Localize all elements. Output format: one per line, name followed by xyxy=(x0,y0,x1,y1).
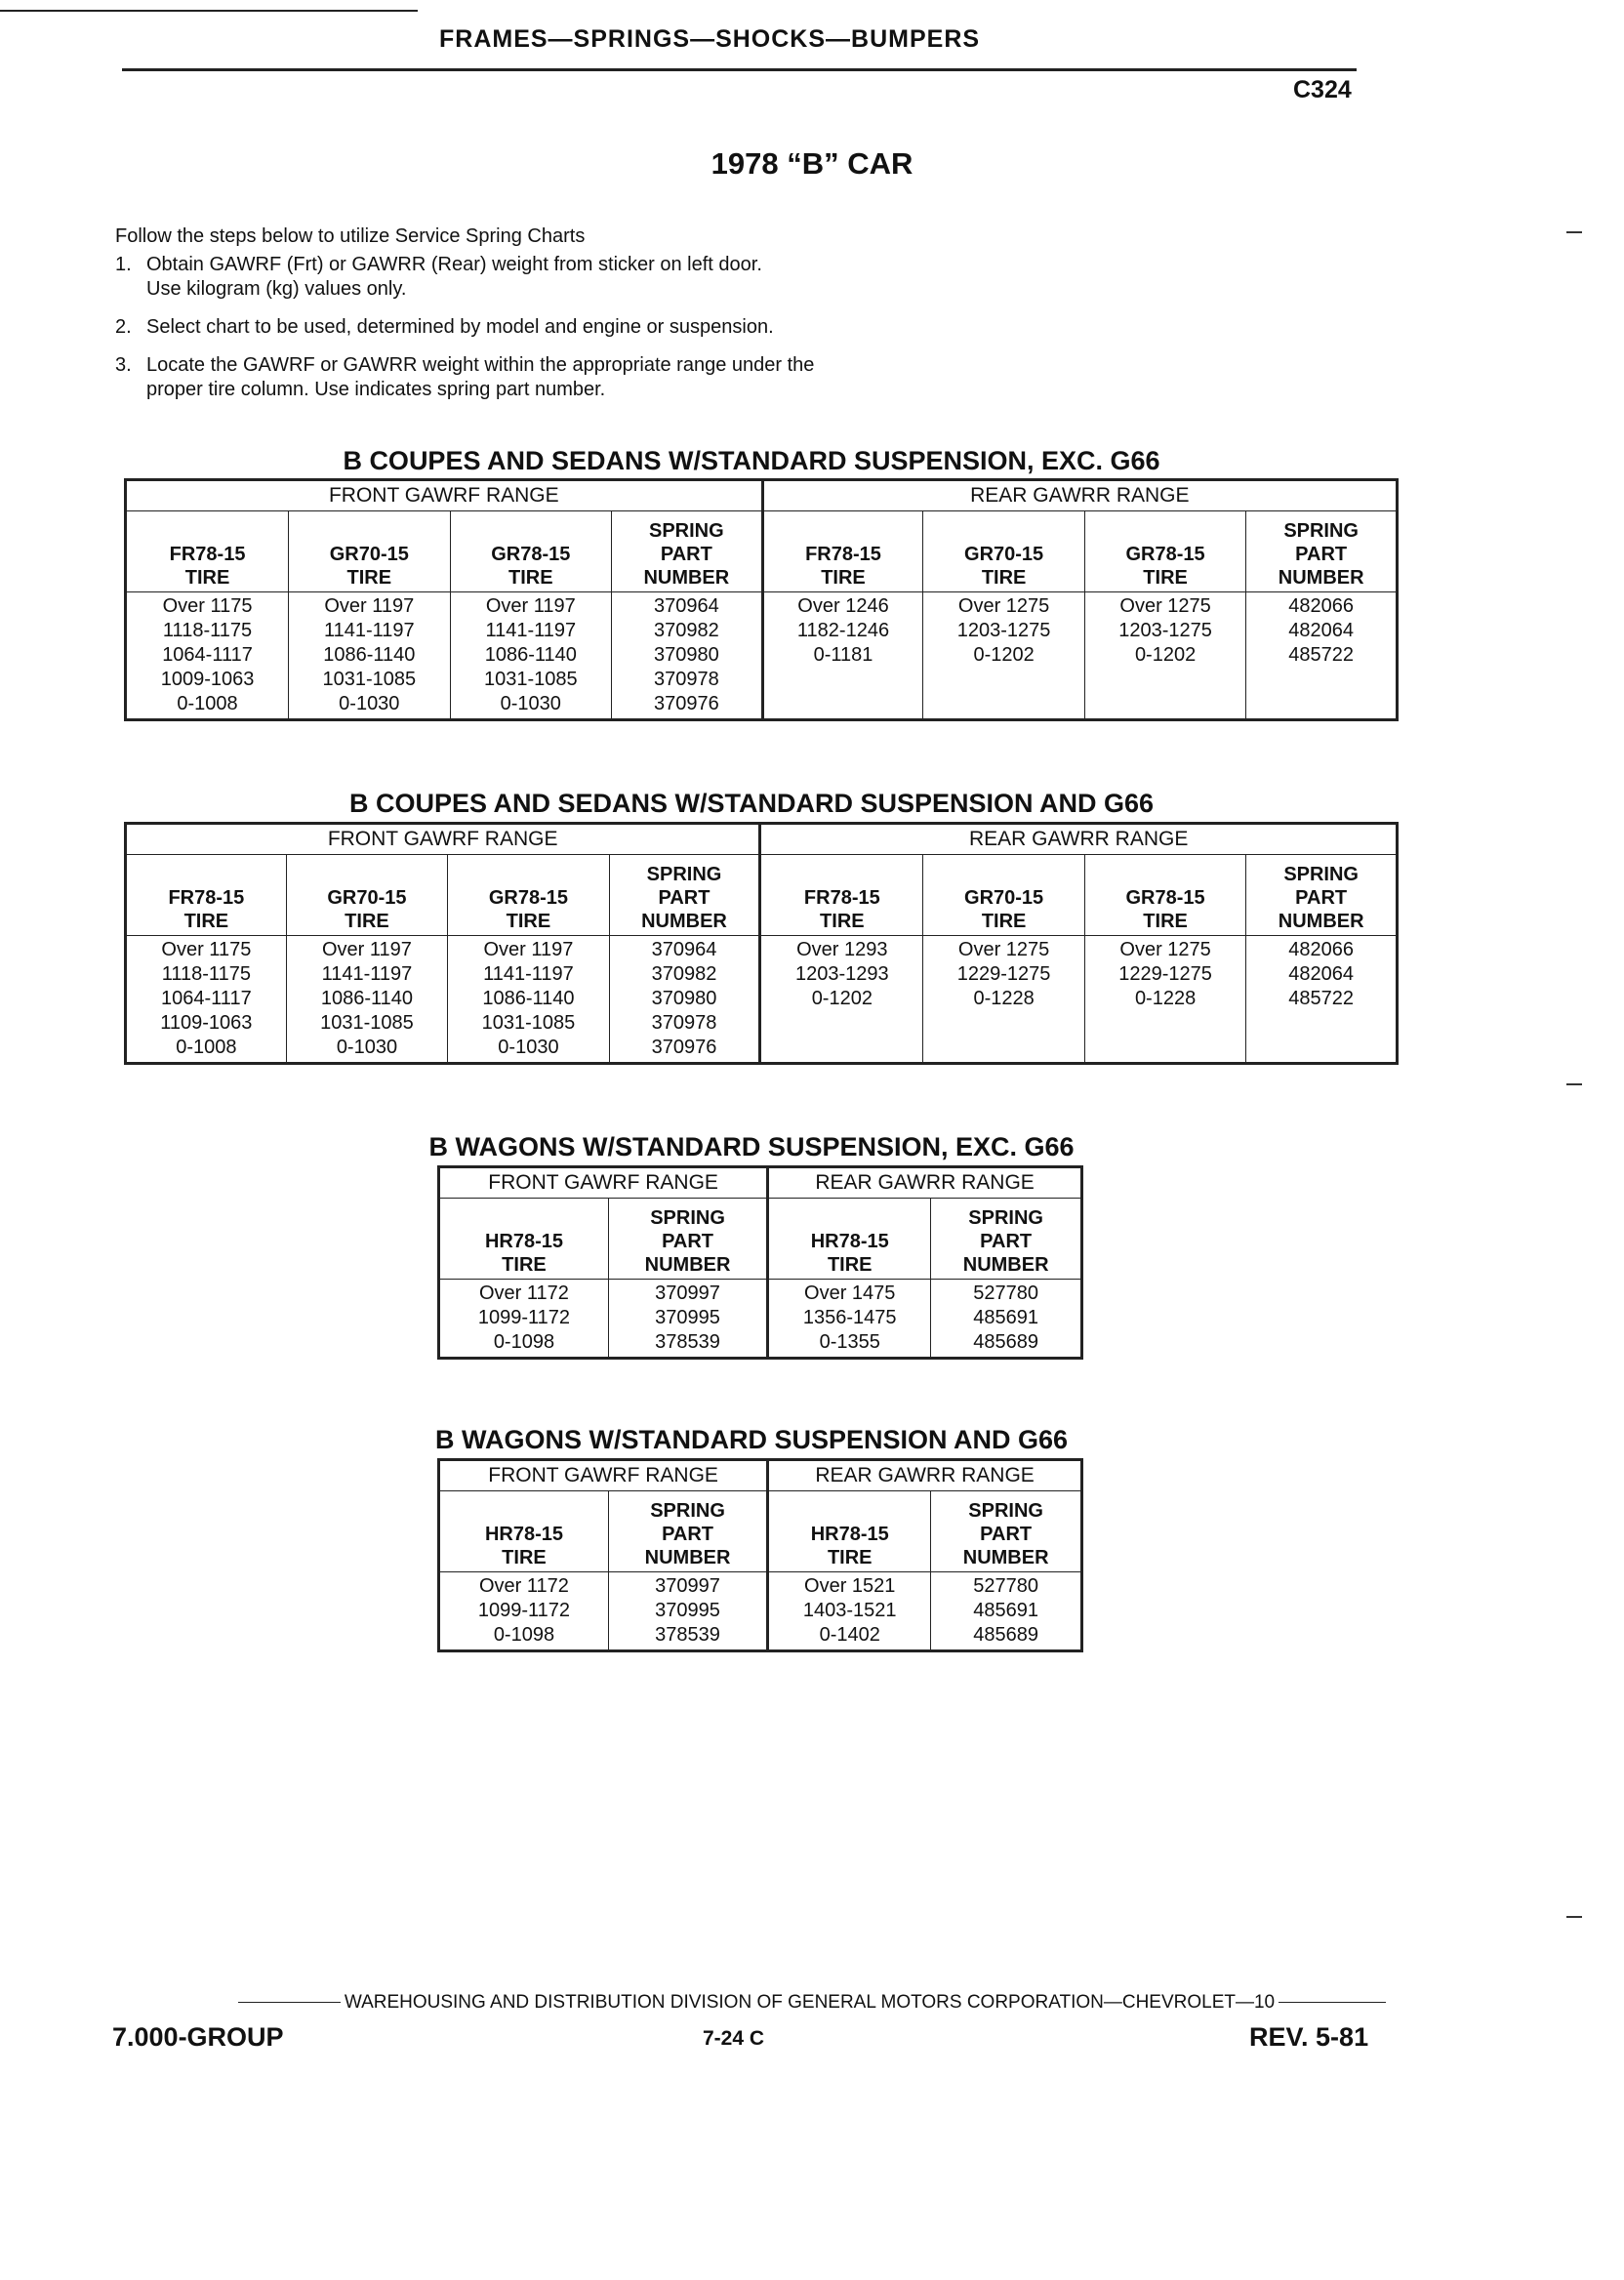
table-cell: 1064-1117 xyxy=(162,644,253,666)
table-cell: 1086-1140 xyxy=(323,644,416,666)
rear-column-header xyxy=(1246,855,1398,936)
instruction-step xyxy=(115,315,994,340)
rear-data-column xyxy=(768,1280,931,1359)
column-header-line: GR78-15 xyxy=(1125,544,1205,565)
instruction-step xyxy=(115,353,994,402)
table-cell: 1118-1175 xyxy=(161,963,251,985)
header-rule xyxy=(122,68,1357,71)
table-cell: Over 1197 xyxy=(322,939,412,960)
table-cell: 370980 xyxy=(651,988,717,1009)
rear-data-column xyxy=(931,1572,1082,1651)
table-cell: Over 1521 xyxy=(804,1575,896,1597)
step-text-line: Select chart to be used, determined by model and engine or suspension. xyxy=(146,316,774,338)
table-cell: 0-1181 xyxy=(813,644,873,666)
table-cell: 1099-1172 xyxy=(477,1600,571,1621)
table-cell: 1009-1063 xyxy=(160,669,255,690)
column-header-line: TIRE xyxy=(981,911,1027,932)
column-header-line: TIRE xyxy=(506,911,551,932)
rear-column-header xyxy=(1246,511,1398,592)
table-cell: 1031-1085 xyxy=(322,669,417,690)
front-data-column xyxy=(126,592,289,720)
top-edge-rule xyxy=(0,10,418,12)
table-cell: 0-1008 xyxy=(176,1037,237,1058)
rear-column-header xyxy=(768,1199,931,1280)
table-cell: 485689 xyxy=(973,1331,1039,1353)
column-header-line: NUMBER xyxy=(962,1547,1049,1568)
front-column-header xyxy=(608,1491,767,1572)
table-cell: 1099-1172 xyxy=(477,1307,571,1328)
table-3 xyxy=(437,1165,1083,1360)
footer-revision: REV. 5-81 xyxy=(1249,2022,1369,2052)
front-data-column xyxy=(126,936,287,1064)
table-cell: Over 1275 xyxy=(957,939,1050,960)
column-header-line: PART xyxy=(980,1231,1033,1252)
table-cell: 1086-1140 xyxy=(482,988,575,1009)
table-2 xyxy=(124,822,1399,1065)
front-column-header xyxy=(450,511,611,592)
table-cell: 0-1202 xyxy=(973,644,1035,666)
footer-dash-right xyxy=(1279,2002,1386,2003)
front-data-column xyxy=(608,1280,767,1359)
rear-column-header xyxy=(1084,511,1245,592)
front-data-column xyxy=(286,936,447,1064)
rear-column-header xyxy=(760,855,923,936)
column-header-line: GR70-15 xyxy=(327,887,407,909)
rear-data-column xyxy=(762,592,923,720)
table-cell: 1403-1521 xyxy=(802,1600,897,1621)
step-text-line: Obtain GAWRF (Frt) or GAWRR (Rear) weight from sticker on left door. xyxy=(146,254,762,275)
column-header-line: NUMBER xyxy=(1278,911,1364,932)
front-column-header xyxy=(439,1199,609,1280)
table-cell: Over 1293 xyxy=(796,939,888,960)
column-header-line: SPRING xyxy=(1283,520,1359,542)
rear-data-column xyxy=(760,936,923,1064)
table-cell: 482066 xyxy=(1288,939,1355,960)
column-header-line: SPRING xyxy=(968,1207,1043,1229)
column-header-line: HR78-15 xyxy=(810,1231,889,1252)
front-column-header xyxy=(448,855,609,936)
front-data-column xyxy=(450,592,611,720)
front-gawrf-range-header: FRONT GAWRF RANGE xyxy=(126,824,760,855)
rear-column-header xyxy=(931,1199,1082,1280)
front-data-column xyxy=(289,592,450,720)
table-cell: 1141-1197 xyxy=(483,963,574,985)
column-header-line: TIRE xyxy=(820,911,865,932)
footer-dash-left xyxy=(238,2002,341,2003)
column-header-line: PART xyxy=(662,1524,714,1545)
rear-column-header xyxy=(923,511,1084,592)
column-header-line: NUMBER xyxy=(644,1547,731,1568)
footer-division-text: WAREHOUSING AND DISTRIBUTION DIVISION OF GENERAL MOTORS CORPORATION—CHEVROLET—10 xyxy=(344,1992,1276,2013)
column-header-line: TIRE xyxy=(345,911,389,932)
column-header-line: PART xyxy=(662,1231,714,1252)
table-column-header-row xyxy=(126,855,1398,936)
front-data-column xyxy=(609,936,760,1064)
table-data-row xyxy=(126,936,1398,1064)
step-text xyxy=(146,315,774,340)
column-header-line: TIRE xyxy=(821,567,866,589)
column-header-line: TIRE xyxy=(1143,911,1188,932)
rear-column-header xyxy=(923,855,1084,936)
table-cell: 0-1202 xyxy=(811,988,873,1009)
instructions-intro: Follow the steps below to utilize Service Spring Charts xyxy=(115,225,586,247)
column-header-line: NUMBER xyxy=(1278,567,1364,589)
column-header-line: PART xyxy=(660,544,712,565)
table-cell: Over 1275 xyxy=(957,595,1050,617)
table-cell: 1086-1140 xyxy=(484,644,577,666)
rear-column-header xyxy=(931,1491,1082,1572)
step-number: 2. xyxy=(115,316,132,338)
column-header-line: PART xyxy=(1295,544,1348,565)
table-cell: 370978 xyxy=(651,1012,717,1034)
column-header-line: NUMBER xyxy=(644,1254,731,1276)
table-cell: 1182-1246 xyxy=(796,620,890,641)
table-cell: Over 1197 xyxy=(483,939,574,960)
table-data-row xyxy=(439,1572,1082,1651)
rear-gawrr-range-header: REAR GAWRR RANGE xyxy=(768,1167,1082,1199)
table-group-header-row xyxy=(439,1167,1082,1199)
column-header-line: SPRING xyxy=(650,1500,725,1522)
margin-tick xyxy=(1566,1916,1582,1918)
table-cell: Over 1172 xyxy=(479,1575,569,1597)
instructions xyxy=(115,224,994,416)
column-header-line: FR78-15 xyxy=(805,544,881,565)
table-group-header-row xyxy=(439,1460,1082,1491)
table-column-header-row xyxy=(126,511,1398,592)
footer-group: 7.000-GROUP xyxy=(112,2022,284,2052)
table-cell: 485689 xyxy=(973,1624,1039,1646)
table-cell: Over 1275 xyxy=(1119,595,1211,617)
column-header-line: TIRE xyxy=(827,1547,873,1568)
front-data-column xyxy=(448,936,609,1064)
front-gawrf-range-header: FRONT GAWRF RANGE xyxy=(439,1167,768,1199)
table-column-header-row xyxy=(439,1491,1082,1572)
table-cell: 370997 xyxy=(655,1575,720,1597)
column-header-line: TIRE xyxy=(183,911,229,932)
front-column-header xyxy=(612,511,763,592)
column-header-line: GR78-15 xyxy=(1125,887,1205,909)
table-cell: 1109-1063 xyxy=(160,1012,253,1034)
rear-data-column xyxy=(1246,936,1398,1064)
margin-tick xyxy=(1566,231,1582,233)
table-cell: 1203-1275 xyxy=(956,620,1051,641)
table-cell: 0-1228 xyxy=(973,988,1035,1009)
front-data-column xyxy=(612,592,763,720)
table-cell: 370964 xyxy=(651,939,717,960)
column-header-line: TIRE xyxy=(981,567,1027,589)
rear-gawrr-range-header: REAR GAWRR RANGE xyxy=(760,824,1398,855)
table-cell: 0-1098 xyxy=(493,1331,555,1353)
rear-data-column xyxy=(923,936,1084,1064)
column-header-line: NUMBER xyxy=(643,567,730,589)
step-text-line: Locate the GAWRF or GAWRR weight within the appropriate range under the xyxy=(146,354,815,376)
table-cell: 1141-1197 xyxy=(321,963,413,985)
front-data-column xyxy=(439,1572,609,1651)
front-column-header xyxy=(126,511,289,592)
front-column-header xyxy=(439,1491,609,1572)
table-data-row xyxy=(439,1280,1082,1359)
table-cell: Over 1197 xyxy=(324,595,415,617)
column-header-line: TIRE xyxy=(827,1254,873,1276)
front-column-header xyxy=(286,855,447,936)
table-cell: 482064 xyxy=(1288,963,1355,985)
table-cell: 482066 xyxy=(1288,595,1355,617)
column-header-line: PART xyxy=(658,887,710,909)
table-4-caption: B WAGONS W/STANDARD SUSPENSION AND G66 xyxy=(434,1425,1069,1454)
column-header-line: TIRE xyxy=(508,567,553,589)
table-cell: 1203-1275 xyxy=(1118,620,1212,641)
front-column-header xyxy=(289,511,450,592)
footer-page-number: 7-24 C xyxy=(703,2027,765,2050)
table-cell: 0-1228 xyxy=(1134,988,1197,1009)
table-cell: 370976 xyxy=(651,1037,717,1058)
table-cell: 485722 xyxy=(1288,988,1355,1009)
rear-gawrr-range-header: REAR GAWRR RANGE xyxy=(762,480,1397,511)
table-cell: 485691 xyxy=(973,1600,1039,1621)
rear-column-header xyxy=(1084,855,1245,936)
rear-data-column xyxy=(768,1572,931,1651)
column-header-line: SPRING xyxy=(650,1207,725,1229)
table-cell: 370995 xyxy=(655,1307,720,1328)
table-data-row xyxy=(126,592,1398,720)
table-cell: 370964 xyxy=(653,595,719,617)
column-header-line: GR70-15 xyxy=(329,544,409,565)
table-cell: 370976 xyxy=(653,693,719,714)
table-cell: Over 1175 xyxy=(161,939,252,960)
column-header-line: HR78-15 xyxy=(484,1231,563,1252)
step-text-line: proper tire column. Use indicates spring part number. xyxy=(146,379,606,400)
rear-data-column xyxy=(931,1280,1082,1359)
column-header-line: TIRE xyxy=(502,1254,547,1276)
step-text xyxy=(146,353,814,402)
table-1 xyxy=(124,478,1399,721)
table-cell: 1031-1085 xyxy=(481,1012,576,1034)
instruction-step xyxy=(115,253,994,302)
column-header-line: FR78-15 xyxy=(169,544,246,565)
column-header-line: FR78-15 xyxy=(168,887,245,909)
table-cell: 370995 xyxy=(655,1600,720,1621)
front-gawrf-range-header: FRONT GAWRF RANGE xyxy=(126,480,763,511)
table-cell: 485722 xyxy=(1288,644,1355,666)
instruction-steps xyxy=(115,253,994,402)
table-cell: 485691 xyxy=(973,1307,1039,1328)
table-cell: 1031-1085 xyxy=(483,669,578,690)
column-header-line: TIRE xyxy=(502,1547,547,1568)
table-cell: 1118-1175 xyxy=(162,620,253,641)
column-header-line: TIRE xyxy=(1143,567,1188,589)
table-cell: Over 1275 xyxy=(1119,939,1211,960)
front-data-column xyxy=(439,1280,609,1359)
column-header-line: SPRING xyxy=(968,1500,1043,1522)
table-cell: 0-1008 xyxy=(177,693,238,714)
document-title: 1978 “B” CAR xyxy=(710,146,914,181)
column-header-line: PART xyxy=(1295,887,1348,909)
table-cell: 1203-1293 xyxy=(795,963,889,985)
margin-tick xyxy=(1566,1083,1582,1085)
front-gawrf-range-header: FRONT GAWRF RANGE xyxy=(439,1460,768,1491)
page-code: C324 xyxy=(1293,76,1352,103)
table-cell: 1086-1140 xyxy=(320,988,414,1009)
rear-data-column xyxy=(1084,592,1245,720)
column-header-line: GR70-15 xyxy=(964,544,1044,565)
table-cell: Over 1475 xyxy=(804,1282,896,1304)
column-header-line: NUMBER xyxy=(962,1254,1049,1276)
table-cell: 0-1030 xyxy=(498,1037,559,1058)
table-cell: Over 1172 xyxy=(479,1282,569,1304)
front-column-header xyxy=(126,855,287,936)
table-cell: 0-1030 xyxy=(336,1037,398,1058)
section-title: FRAMES—SPRINGS—SHOCKS—BUMPERS xyxy=(439,25,981,53)
table-cell: 370978 xyxy=(653,669,719,690)
table-4 xyxy=(437,1458,1083,1652)
table-cell: Over 1175 xyxy=(162,595,253,617)
column-header-line: NUMBER xyxy=(641,911,727,932)
table-cell: Over 1197 xyxy=(485,595,576,617)
table-group-header-row xyxy=(126,824,1398,855)
table-cell: 1031-1085 xyxy=(320,1012,414,1034)
step-text-line: Use kilogram (kg) values only. xyxy=(146,278,407,300)
table-cell: Over 1246 xyxy=(797,595,889,617)
table-cell: 1141-1197 xyxy=(485,620,577,641)
table-group-header-row xyxy=(126,480,1398,511)
column-header-line: TIRE xyxy=(184,567,230,589)
table-cell: 482064 xyxy=(1288,620,1355,641)
rear-column-header xyxy=(768,1491,931,1572)
column-header-line: GR78-15 xyxy=(488,887,569,909)
table-cell: 527780 xyxy=(973,1282,1039,1304)
table-cell: 1229-1275 xyxy=(1118,963,1212,985)
table-cell: 370997 xyxy=(655,1282,720,1304)
front-column-header xyxy=(608,1199,767,1280)
column-header-line: SPRING xyxy=(646,864,722,885)
column-header-line: SPRING xyxy=(648,520,724,542)
rear-gawrr-range-header: REAR GAWRR RANGE xyxy=(768,1460,1082,1491)
column-header-line: HR78-15 xyxy=(810,1524,889,1545)
column-header-line: GR70-15 xyxy=(964,887,1044,909)
column-header-line: PART xyxy=(980,1524,1033,1545)
table-1-caption: B COUPES AND SEDANS W/STANDARD SUSPENSION, EXC. G66 xyxy=(343,446,1160,475)
rear-data-column xyxy=(1246,592,1398,720)
column-header-line: FR78-15 xyxy=(803,887,880,909)
table-cell: 1229-1275 xyxy=(956,963,1051,985)
table-cell: 370980 xyxy=(653,644,719,666)
rear-column-header xyxy=(762,511,923,592)
table-2-caption: B COUPES AND SEDANS W/STANDARD SUSPENSION AND G66 xyxy=(348,789,1155,818)
column-header-line: TIRE xyxy=(346,567,392,589)
table-3-caption: B WAGONS W/STANDARD SUSPENSION, EXC. G66 xyxy=(428,1132,1075,1161)
table-cell: 1356-1475 xyxy=(802,1307,897,1328)
table-cell: 0-1202 xyxy=(1134,644,1197,666)
step-number: 1. xyxy=(115,254,132,275)
table-cell: 1064-1117 xyxy=(161,988,252,1009)
front-column-header xyxy=(609,855,760,936)
table-cell: 0-1030 xyxy=(500,693,561,714)
table-column-header-row xyxy=(439,1199,1082,1280)
table-cell: 378539 xyxy=(655,1624,720,1646)
column-header-line: GR78-15 xyxy=(491,544,571,565)
table-cell: 0-1355 xyxy=(819,1331,880,1353)
table-cell: 527780 xyxy=(973,1575,1039,1597)
table-cell: 370982 xyxy=(653,620,719,641)
step-text xyxy=(146,253,762,302)
table-cell: 378539 xyxy=(655,1331,720,1353)
table-cell: 0-1402 xyxy=(819,1624,880,1646)
rear-data-column xyxy=(923,592,1084,720)
table-cell: 0-1030 xyxy=(339,693,400,714)
table-cell: 370982 xyxy=(651,963,717,985)
step-number: 3. xyxy=(115,354,132,376)
table-cell: 0-1098 xyxy=(493,1624,555,1646)
front-data-column xyxy=(608,1572,767,1651)
column-header-line: SPRING xyxy=(1283,864,1359,885)
footer-division-line xyxy=(0,1992,1624,2014)
column-header-line: HR78-15 xyxy=(484,1524,563,1545)
rear-data-column xyxy=(1084,936,1245,1064)
table-cell: 1141-1197 xyxy=(323,620,415,641)
